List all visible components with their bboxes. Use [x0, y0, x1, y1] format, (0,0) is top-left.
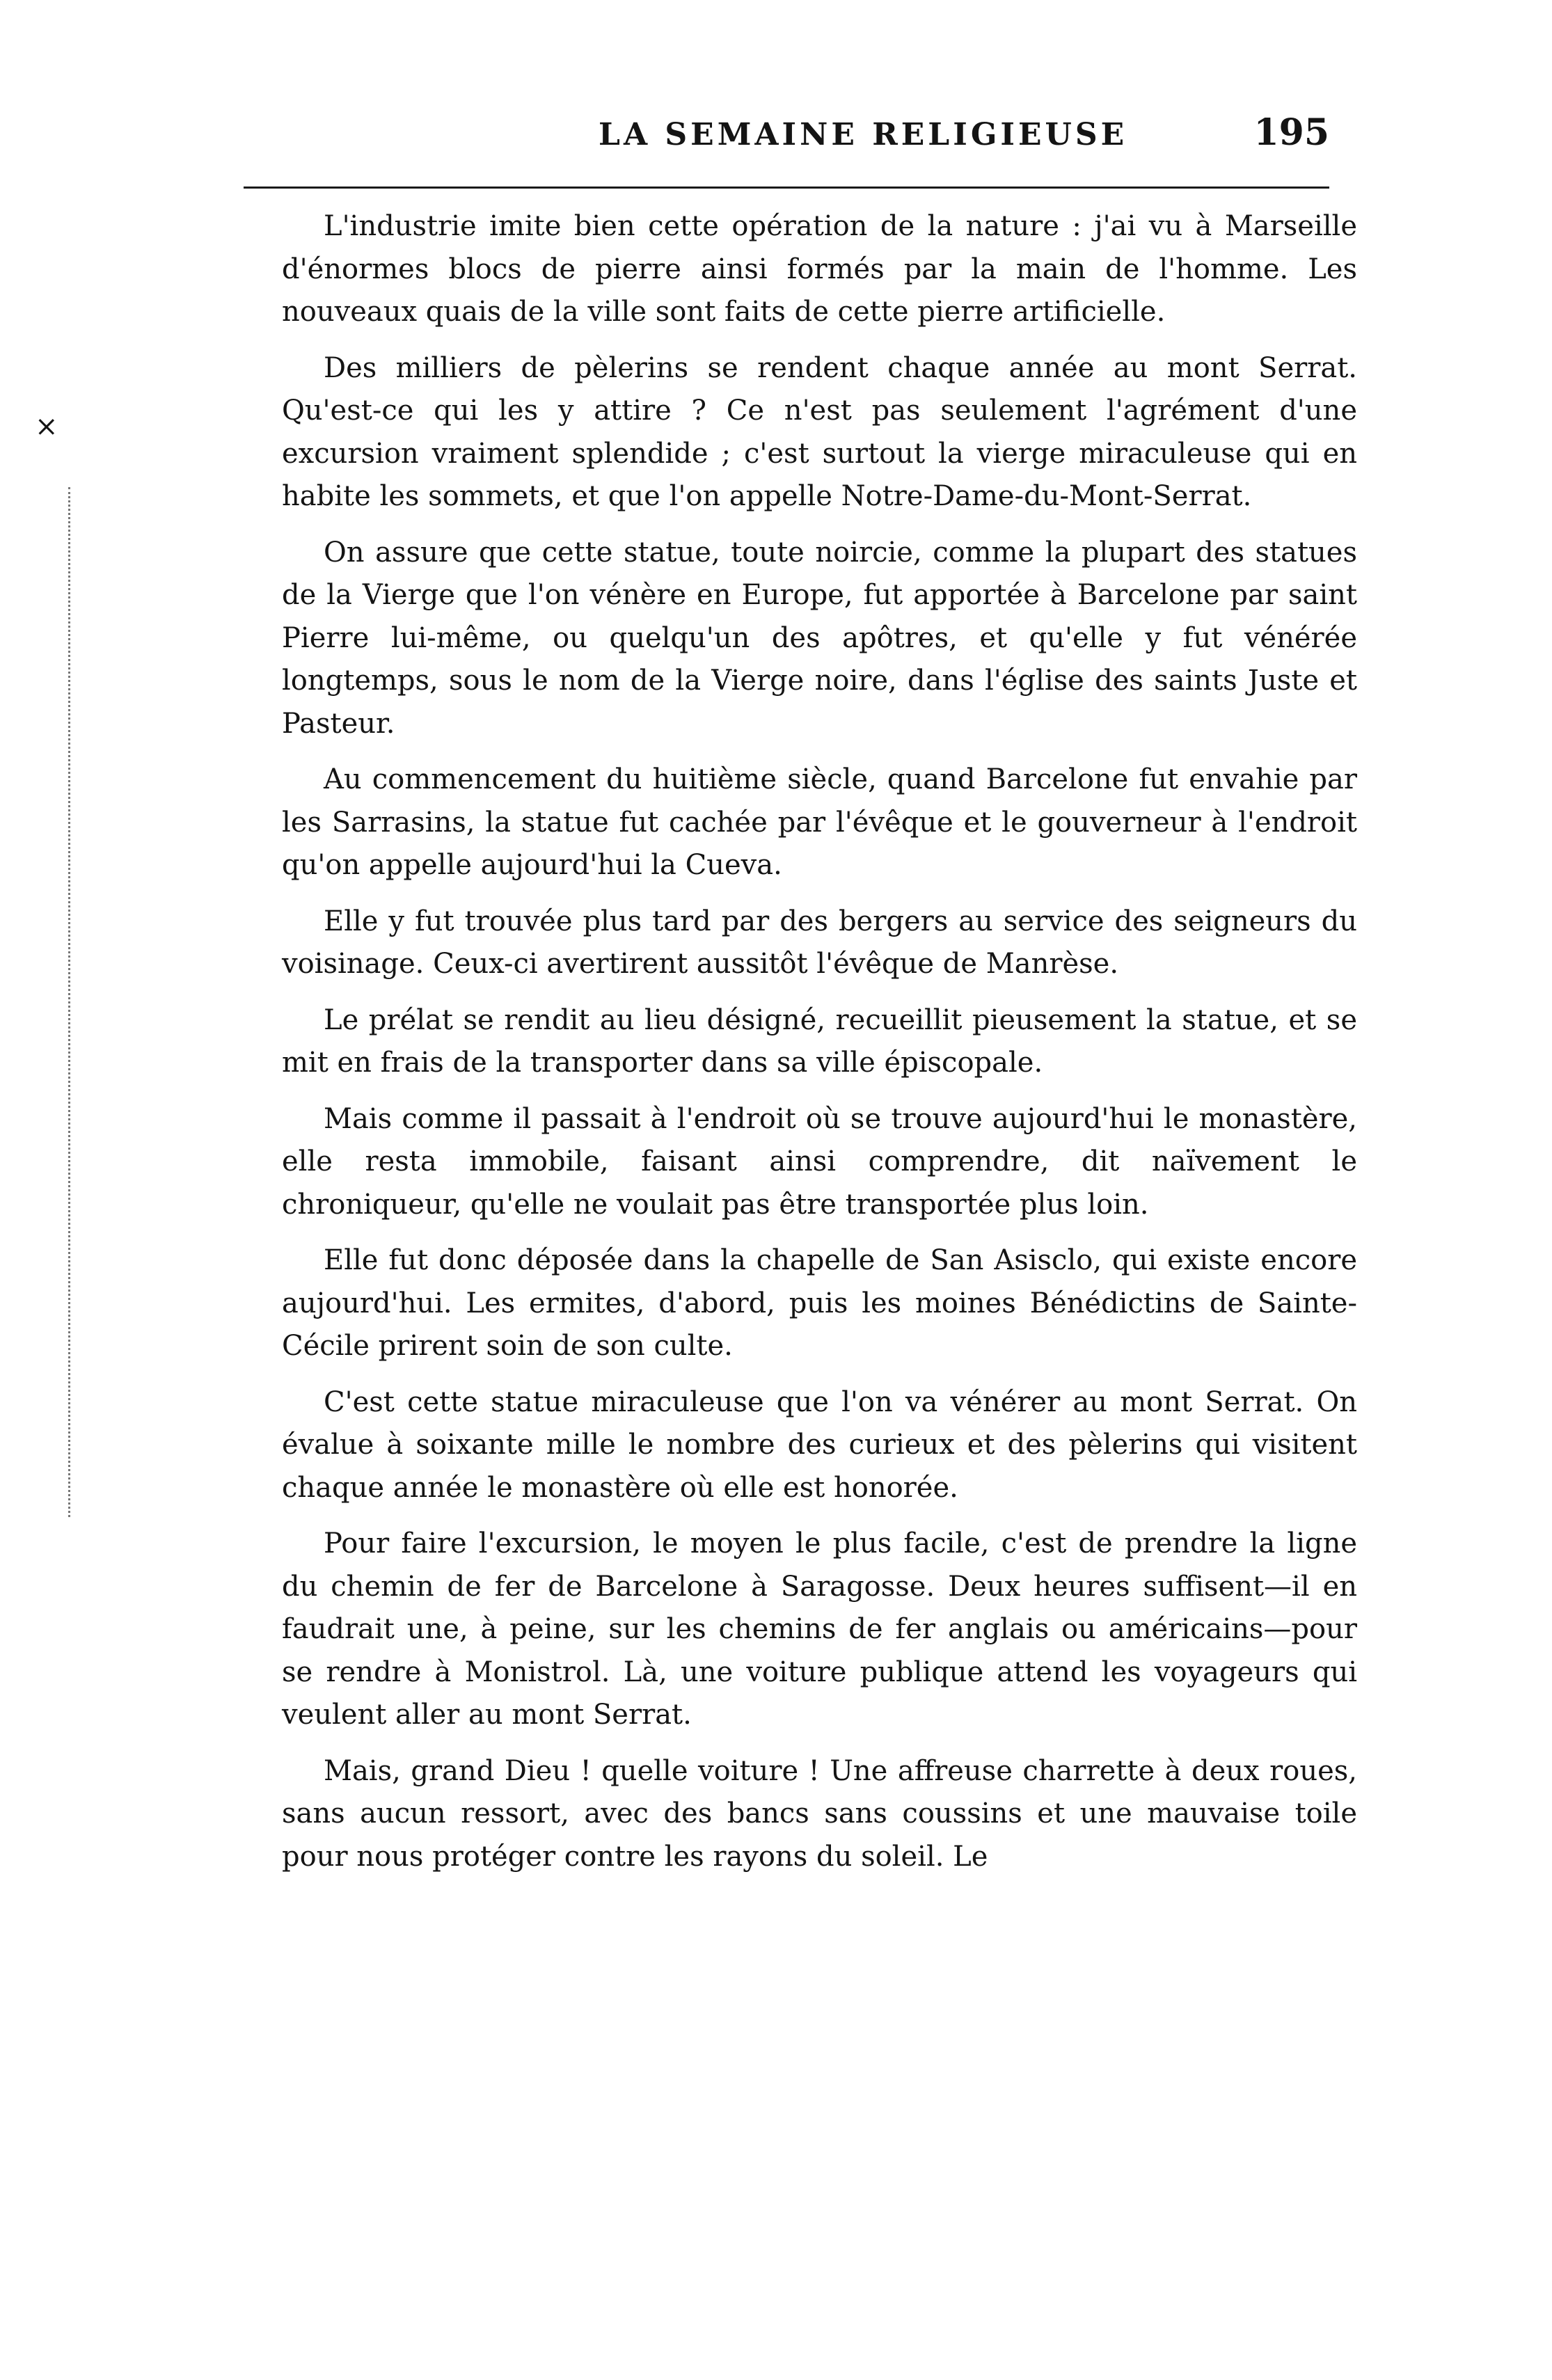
paragraph: Elle fut donc déposée dans la chapelle de San Asisclo, qui existe encore aujourd'hui. Les ermites, d'abord, puis les moines Bénédictins de Sainte-Cécile prirent soin de son culte. — [282, 1244, 1357, 1362]
page-number: 195 — [1253, 111, 1329, 154]
paragraph: Mais, grand Dieu ! quelle voiture ! Une affreuse charrette à deux roues, sans aucun ressort, avec des bancs sans coussins et une mauvaise toile pour nous protéger contre les rayons du soleil. Le — [282, 1754, 1357, 1873]
margin-dotted-line — [68, 487, 70, 1517]
paragraph: Des milliers de pèlerins se rendent chaque année au mont Serrat. Qu'est-ce qui les y attire ? Ce n'est pas seulement l'agrément d'une excursion vraiment splendide ; c'est surtout la vierge miraculeuse qui en habite les sommets, et que l'on appelle Notre-Dame-du-Mont-Serrat. — [282, 351, 1357, 512]
paragraph: Elle y fut trouvée plus tard par des bergers au service des seigneurs du voisinage. Ceux-ci avertirent aussitôt l'évêque de Manrèse. — [282, 905, 1357, 980]
running-title: LA SEMAINE RELIGIEUSE — [599, 117, 1128, 152]
paragraph: Au commencement du huitième siècle, quand Barcelone fut envahie par les Sarrasins, la statue fut cachée par l'évêque et le gouverneur à l'endroit qu'on appelle aujourd'hui la Cueva. — [282, 763, 1357, 881]
paragraph: L'industrie imite bien cette opération de la nature : j'ai vu à Marseille d'énormes blocs de pierre ainsi formés par la main de l'homme. Les nouveaux quais de la ville sont faits de cette pierre artificielle. — [282, 210, 1357, 328]
paragraph: C'est cette statue miraculeuse que l'on va vénérer au mont Serrat. On évalue à soixante mille le nombre des curieux et des pèlerins qui visitent chaque année le monastère où elle est honorée. — [282, 1386, 1357, 1504]
paragraph: Le prélat se rendit au lieu désigné, recueillit pieusement la statue, et se mit en frais de la transporter dans sa ville épiscopale. — [282, 1003, 1357, 1079]
body-text — [282, 205, 1357, 1891]
paragraph: Pour faire l'excursion, le moyen le plus facile, c'est de prendre la ligne du chemin de fer de Barcelone à Saragosse. Deux heures suffisent—il en faudrait une, à peine, sur les chemins de fer anglais ou américains—pour se rendre à Monistrol. Là, une voiture publique attend les voyageurs qui veulent aller au mont Serrat. — [282, 1528, 1357, 1731]
running-head — [251, 111, 1329, 167]
header-rule — [244, 187, 1329, 189]
margin-mark: × — [35, 411, 58, 443]
paragraph: Mais comme il passait à l'endroit où se trouve aujourd'hui le monastère, elle resta immobile, faisant ainsi comprendre, dit naïvement le chroniqueur, qu'elle ne voulait pas être transportée plus loin. — [282, 1102, 1357, 1221]
paragraph: On assure que cette statue, toute noircie, comme la plupart des statues de la Vierge que l'on vénère en Europe, fut apportée à Barcelone par saint Pierre lui-même, ou quelqu'un des apôtres, et qu'elle y fut vénérée longtemps, sous le nom de la Vierge noire, dans l'église des saints Juste et Pasteur. — [282, 536, 1357, 740]
